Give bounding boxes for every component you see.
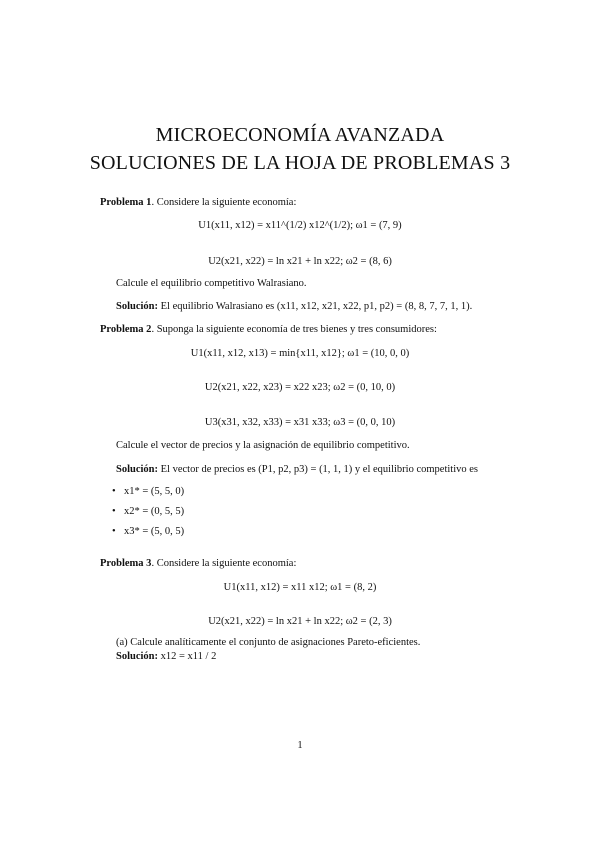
problem-3-eq2-text: U2(x21, x22) = ln x21 + ln x22; ω2 = (2, 3) bbox=[208, 616, 392, 627]
problem-3-solution-text: x12 = x11 / 2 bbox=[160, 651, 217, 662]
problem-3-label: Problema 3 bbox=[100, 558, 152, 569]
problem-2-label: Problema 2 bbox=[100, 324, 152, 335]
problem-2-solution-label: Solución: bbox=[116, 464, 159, 475]
bullet-icon: • bbox=[112, 486, 116, 497]
problem-2-solution-text: El vector de precios es (P1, p2, p3) = (1, 1, 1) y el equilibrio competitivo es bbox=[160, 464, 478, 475]
problem-3-eq2 bbox=[0, 616, 600, 627]
problem-3-header bbox=[100, 558, 296, 569]
title-line-1: MICROECONOMÍA AVANZADA bbox=[155, 124, 445, 146]
problem-2-bullet-2 bbox=[112, 506, 184, 517]
problem-2-eq3-text: U3(x31, x32, x33) = x31 x33; ω3 = (0, 0, 10) bbox=[204, 417, 396, 428]
problem-1-label: Problema 1 bbox=[100, 197, 152, 208]
problem-1-header bbox=[100, 197, 296, 208]
problem-3-eq1-text: U1(x11, x12) = x11 x12; ω1 = (8, 2) bbox=[223, 582, 377, 593]
bullet-icon: • bbox=[112, 526, 116, 537]
bullet-text: x1* = (5, 5, 0) bbox=[124, 486, 185, 497]
problem-1-solution bbox=[116, 301, 472, 312]
problem-1-eq2-text: U2(x21, x22) = ln x21 + ln x22; ω2 = (8, 6) bbox=[208, 256, 392, 267]
problem-2-solution bbox=[116, 464, 478, 475]
problem-3-solution bbox=[116, 651, 216, 662]
problem-1-eq1 bbox=[0, 220, 600, 231]
bullet-icon: • bbox=[112, 506, 116, 517]
problem-2-intro: . Suponga la siguiente economía de tres bienes y tres consumidores: bbox=[151, 324, 437, 335]
problem-2-eq2 bbox=[0, 382, 600, 393]
title-line-2: SOLUCIONES DE LA HOJA DE PROBLEMAS 3 bbox=[89, 152, 511, 174]
problem-2-bullet-1 bbox=[112, 486, 184, 497]
problem-1-solution-text: El equilibrio Walrasiano es (x11, x12, x21, x22, p1, p2) = (8, 8, 7, 7, 1, 1). bbox=[160, 301, 473, 312]
problem-1-eq2 bbox=[0, 256, 600, 267]
problem-2-eq1-text: U1(x11, x12, x13) = min{x11, x12}; ω1 = (10, 0, 0) bbox=[190, 348, 410, 359]
problem-1-question: Calcule el equilibrio competitivo Walrasiano. bbox=[116, 278, 307, 289]
bullet-text: x3* = (5, 0, 5) bbox=[124, 526, 185, 537]
problem-1-solution-label: Solución: bbox=[116, 301, 159, 312]
problem-2-question: Calcule el vector de precios y la asignación de equilibrio competitivo. bbox=[116, 440, 410, 451]
problem-2-eq3 bbox=[0, 417, 600, 428]
problem-3-solution-label: Solución: bbox=[116, 651, 159, 662]
problem-1-intro: . Considere la siguiente economía: bbox=[151, 197, 297, 208]
problem-2-header bbox=[100, 324, 437, 335]
page-number: 1 bbox=[297, 740, 303, 751]
problem-2-eq2-text: U2(x21, x22, x23) = x22 x23; ω2 = (0, 10, 0) bbox=[204, 382, 396, 393]
problem-2-bullet-3 bbox=[112, 526, 184, 537]
problem-3-intro: . Considere la siguiente economía: bbox=[151, 558, 297, 569]
problem-1-eq1-text: U1(x11, x12) = x11^(1/2) x12^(1/2); ω1 = (7, 9) bbox=[198, 220, 402, 231]
problem-2-eq1 bbox=[0, 348, 600, 359]
problem-3-question: (a) Calcule analíticamente el conjunto de asignaciones Pareto-eficientes. bbox=[116, 637, 421, 648]
bullet-text: x2* = (0, 5, 5) bbox=[124, 506, 185, 517]
problem-3-eq1 bbox=[0, 582, 600, 593]
